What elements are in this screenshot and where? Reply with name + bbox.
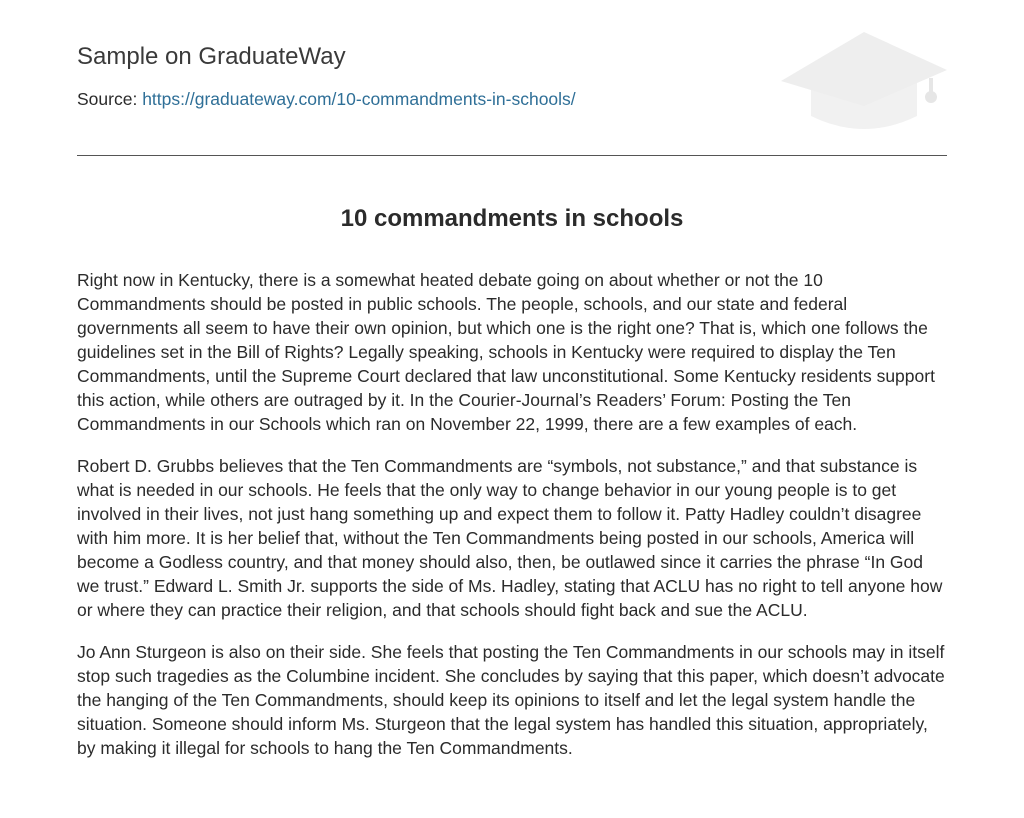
paragraph: Robert D. Grubbs believes that the Ten Commandments are “symbols, not substance,” and that substance is what is needed in our schools. He feels that the only way to change behavior in our young people is to get involved in their lives, not just hang something up and expect them to follow it. Patty Hadley couldn’t disagree with him more. It is her belief that, without the Ten Commandments being posted in our schools, America will become a Godless country, and that money should also, then, be outlawed since it carries the phrase “In God we trust.” Edward L. Smith Jr. supports the side of Ms. Hadley, stating that ACLU has no right to tell anyone how or where they can practice their religion, and that schools should fight back and sue the ACLU. <box>77 456 943 620</box>
header-divider <box>77 155 947 156</box>
article-title: 10 commandments in schools <box>340 205 684 232</box>
graduation-cap-icon <box>781 32 947 132</box>
paragraph: Right now in Kentucky, there is a somewhat heated debate going on about whether or not the 10 Commandments should be posted in public schools. The people, schools, and our state and federal governments all seem to have their own opinion, but which one is the right one? That is, which one follows the guidelines set in the Bill of Rights? Legally speaking, schools in Kentucky were required to display the Ten Commandments, until the Supreme Court declared that law unconstitutional. Some Kentucky residents support this action, while others are outraged by it. In the Courier-Journal’s Readers’ Forum: Posting the Ten Commandments in our Schools which ran on November 22, 1999, there are a few examples of each. <box>77 270 935 434</box>
source-label: Source: <box>77 89 138 109</box>
article-body <box>77 268 947 778</box>
page-header <box>77 0 947 156</box>
source-link[interactable]: https://graduateway.com/10-commandments-in-schools/ <box>142 89 576 109</box>
source-line <box>77 89 576 110</box>
paragraph: Jo Ann Sturgeon is also on their side. She feels that posting the Ten Commandments in our schools may in itself stop such tragedies as the Columbine incident. She concludes by saying that this paper, which doesn’t advocate the hanging of the Ten Commandments, should keep its opinions to itself and let the legal system handle the situation. Someone should inform Ms. Sturgeon that the legal system has handled this situation, appropriately, by making it illegal for schools to hang the Ten Commandments. <box>77 642 945 758</box>
site-title: Sample on GraduateWay <box>77 43 346 70</box>
